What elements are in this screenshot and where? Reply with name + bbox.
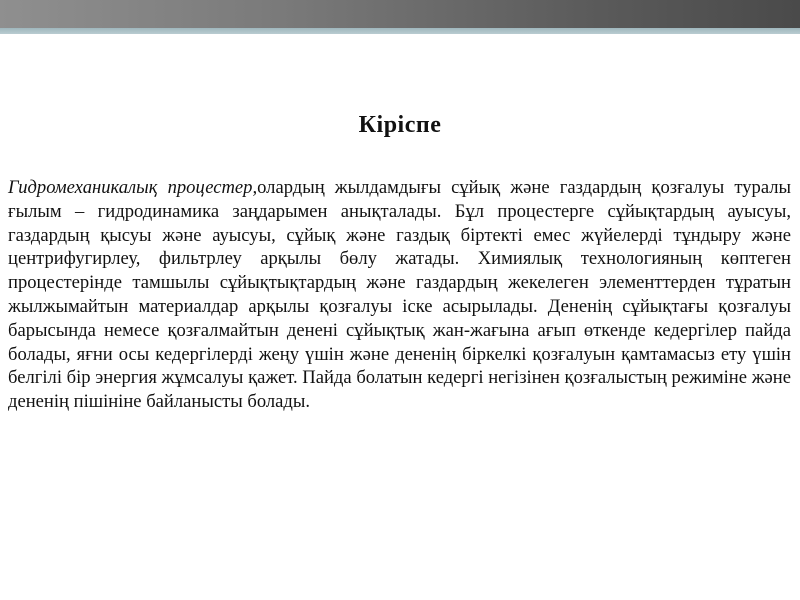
slide-body bbox=[8, 176, 791, 414]
header-accent-line bbox=[0, 28, 800, 34]
body-text: олардың жылдамдығы сұйық және газдардың қозғалуы туралы ғылым – гидродинамика заңдарымен анықталады. Бұл процестерге сұйықтардың ауысуы, газдардың қысуы және ауысуы, сұйық және газдық біртекті емес жүйелерді тұндыру және центрифугирлеу, фильтрлеу арқылы бөлу жатады. Химиялық технологияның көптеген процестерінде тамшылы сұйықтықтардың және газдардың жекелеген элементтерден тұратын жылжымайтын материалдар арқылы қозғалуы іске асырылады. Дененің сұйықтағы қозғалуы барысында немесе қозғалмайтын денені сұйықтық жан-жағына ағып өткенде кедергілер пайда болады, яғни осы кедергілерді жеңу үшін және дененің біркелкі қозғалуын қамтамасыз ету үшін белгілі бір энергия жұмсалуы қажет. Пайда болатын кедергі негізінен қозғалыстың режиміне және дененің пішініне байланысты болады. bbox=[8, 177, 792, 413]
intro-italic-term: Гидромеханикалық процестер, bbox=[8, 177, 258, 198]
header-bar bbox=[0, 0, 800, 28]
slide-title: Кіріспе bbox=[358, 112, 442, 138]
